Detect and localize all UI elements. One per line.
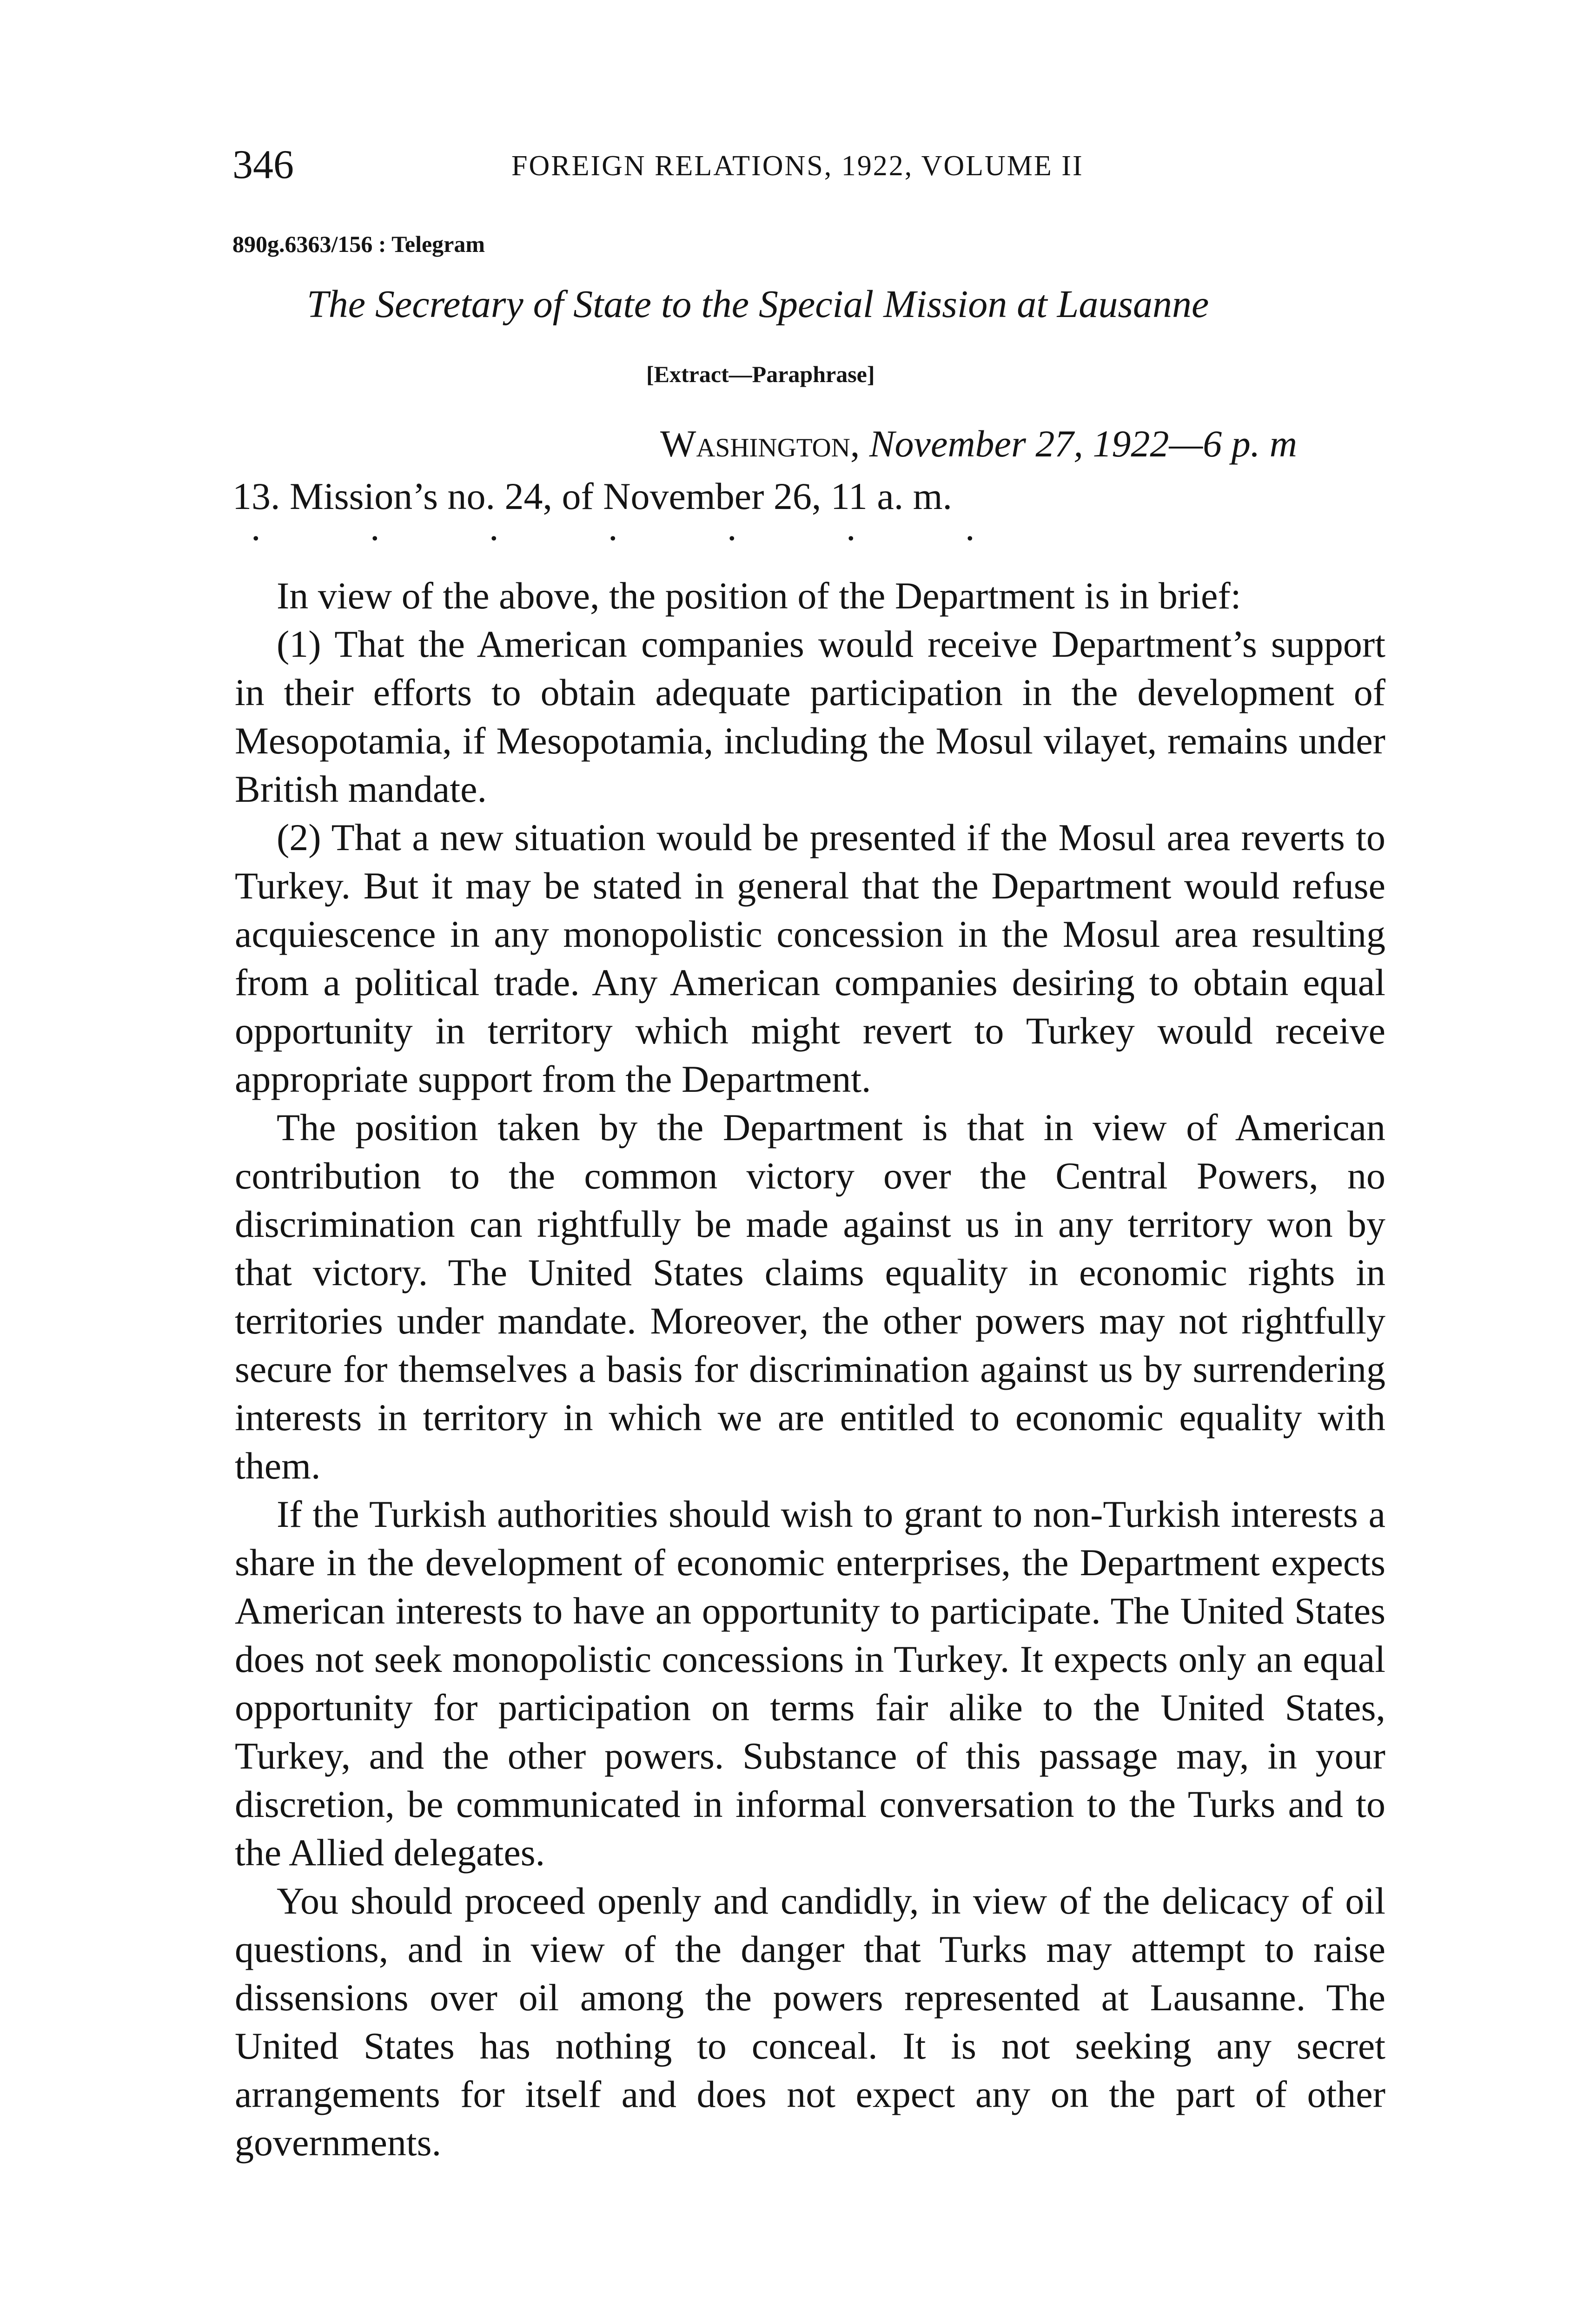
document-note: [Extract—Paraphrase] [646,361,875,387]
page-number: 346 [232,142,294,187]
reference-line: 13. Mission’s no. 24, of November 26, 11 a. m. [232,475,953,517]
document-title: The Secretary of State to the Special Mission at Lausanne [307,283,1209,326]
running-head: FOREIGN RELATIONS, 1922, VOLUME II [511,150,1084,182]
omission-ellipsis: . . . . . . . [251,506,975,548]
body-text [235,572,1385,2167]
paragraph-instructions: You should proceed openly and candidly, in view of the delicacy of oil questions, and in view of the danger that Turks may attempt to raise dissensions over oil among the powers represented at Lausanne. The United States has nothing to conceal. It is not seeking any secret arrangements for itself and does not expect any on the part of other governments. [235,1880,1385,2164]
paragraph-point-1: (1) That the American companies would receive Department’s support in their efforts to obtain adequate participation in the development of Mesopotamia, if Mesopotamia, including the Mosul vilayet, remains under British mandate. [235,623,1385,810]
dateline-date: November 27, 1922—6 p. m [869,423,1297,465]
page-header [232,139,1292,191]
paragraph-position: The position taken by the Department is that in view of American contribution to the common victory over the Central Powers, no discrimination can rightfully be made against us in any territory won by that victory. The United States claims equality in economic rights in territories under mandate. Moreover, the other powers may not rightfully secure for themselves a basis for discrimination against us by surrendering interests in territory in which we are entitled to economic equality with them. [235,1106,1385,1487]
paragraph-intro: In view of the above, the position of the Department is in brief: [277,574,1241,617]
paragraph-point-2: (2) That a new situation would be presented if the Mosul area reverts to Turkey. But it may be stated in general that the Department would refuse acquiescence in any monopolistic concession in the Mosul area resulting from a political trade. Any American companies desiring to obtain equal opportunity in territory which might revert to Turkey would receive appropriate support from the Department. [235,816,1385,1100]
dateline [660,418,1297,469]
paragraph-turkish-authorities: If the Turkish authorities should wish to grant to non-Turkish interests a share in the development of economic enterprises, the Department expects American interests to have an opportunity to participate. The United States does not seek monopolistic concessions in Turkey. It expects only an equal opportunity for participation on terms fair alike to the United States, Turkey, and the other powers. Substance of this passage may, in your discretion, be communicated in informal conversation to the Turks and to the Allied delegates. [235,1493,1385,1874]
file-reference: 890g.6363/156 : Telegram [232,231,485,257]
dateline-place: Washington, [660,423,860,465]
